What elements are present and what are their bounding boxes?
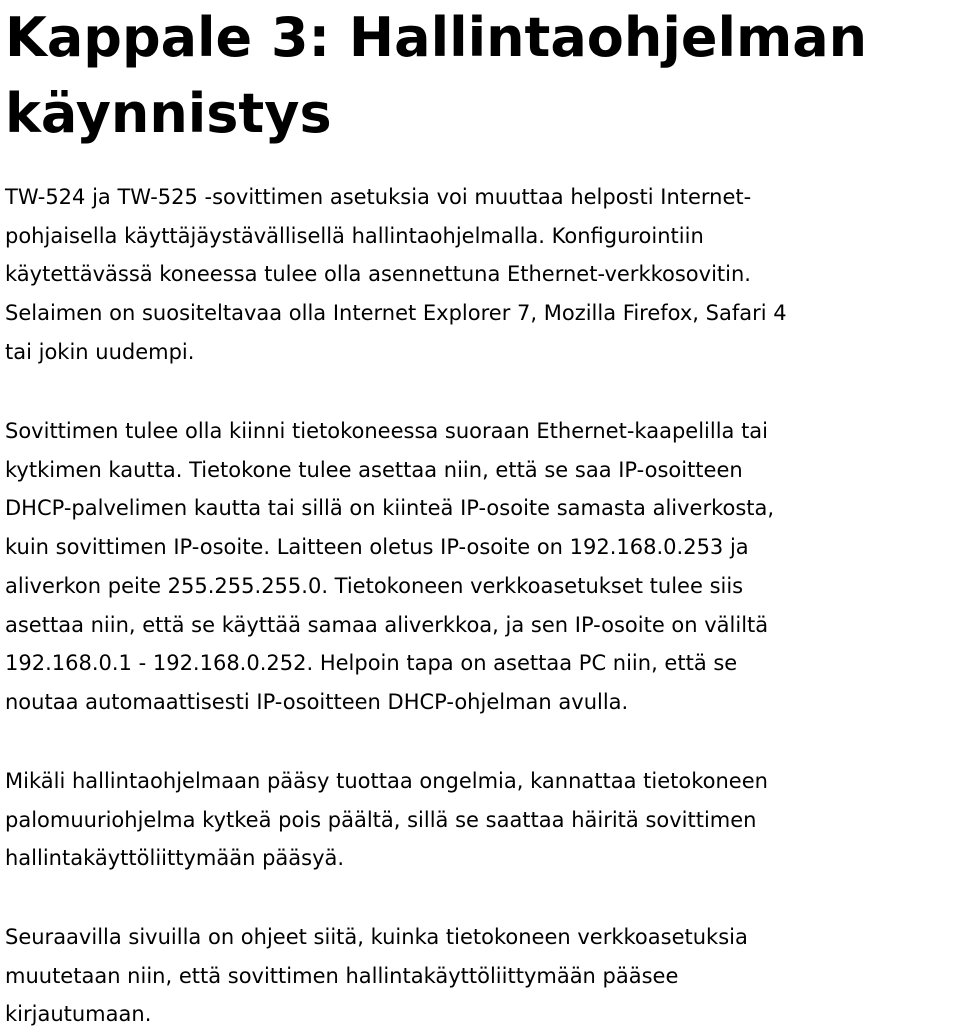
paragraph-next-pages <box>5 918 748 1034</box>
text-line: käytettävässä koneessa tulee olla asennettuna Ethernet-verkkosovitin. <box>5 262 751 287</box>
text-line: Mikäli hallintaohjelmaan pääsy tuottaa ongelmia, kannattaa tietokoneen <box>5 769 768 793</box>
paragraph-network-setup <box>5 412 774 722</box>
chapter-title-line: Kappale 3: Hallintaohjelman <box>5 6 868 69</box>
text-line: aliverkon peite 255.255.255.0. Tietokoneen verkkoasetukset tulee siis <box>5 573 744 598</box>
chapter-title-line: käynnistys <box>5 82 332 145</box>
text-line: Seuraavilla sivuilla on ohjeet siitä, kuinka tietokoneen verkkoasetuksia <box>5 925 748 949</box>
text-line: Sovittimen tulee olla kiinni tietokoneessa suoraan Ethernet-kaapelilla tai <box>5 419 769 443</box>
text-line: palomuuriohjelma kytkeä pois päältä, sillä se saattaa häiritä sovittimen <box>5 807 757 832</box>
text-line: kuin sovittimen IP-osoite. Laitteen oletus IP-osoite on 192.168.0.253 ja <box>5 535 749 560</box>
chapter-title <box>5 0 955 152</box>
text-line: DHCP-palvelimen kautta tai sillä on kiinteä IP-osoite samasta aliverkosta, <box>5 496 775 521</box>
text-line: kirjautumaan. <box>5 1002 152 1027</box>
text-line: muutetaan niin, että sovittimen hallintakäyttöliittymään pääsee <box>5 963 679 988</box>
paragraph-intro <box>5 178 787 372</box>
text-line: Selaimen on suositeltavaa olla Internet Explorer 7, Mozilla Firefox, Safari 4 <box>5 301 787 326</box>
text-line: 192.168.0.1 - 192.168.0.252. Helpoin tapa on asettaa PC niin, että se <box>5 651 738 676</box>
text-line: TW-524 ja TW-525 -sovittimen asetuksia voi muuttaa helposti Internet- <box>5 185 752 209</box>
text-line: hallintakäyttöliittymään pääsyä. <box>5 846 345 871</box>
text-line: asettaa niin, että se käyttää samaa aliverkkoa, ja sen IP-osoite on väliltä <box>5 612 769 637</box>
text-line: noutaa automaattisesti IP-osoitteen DHCP-ohjelman avulla. <box>5 689 629 714</box>
text-line: tai jokin uudempi. <box>5 339 195 364</box>
paragraph-firewall-note <box>5 762 768 878</box>
text-line: kytkimen kautta. Tietokone tulee asettaa niin, että se saa IP-osoitteen <box>5 457 743 482</box>
document-page <box>5 0 955 1027</box>
text-line: pohjaisella käyttäjäystävällisellä hallintaohjelmalla. Konfigurointiin <box>5 223 704 248</box>
